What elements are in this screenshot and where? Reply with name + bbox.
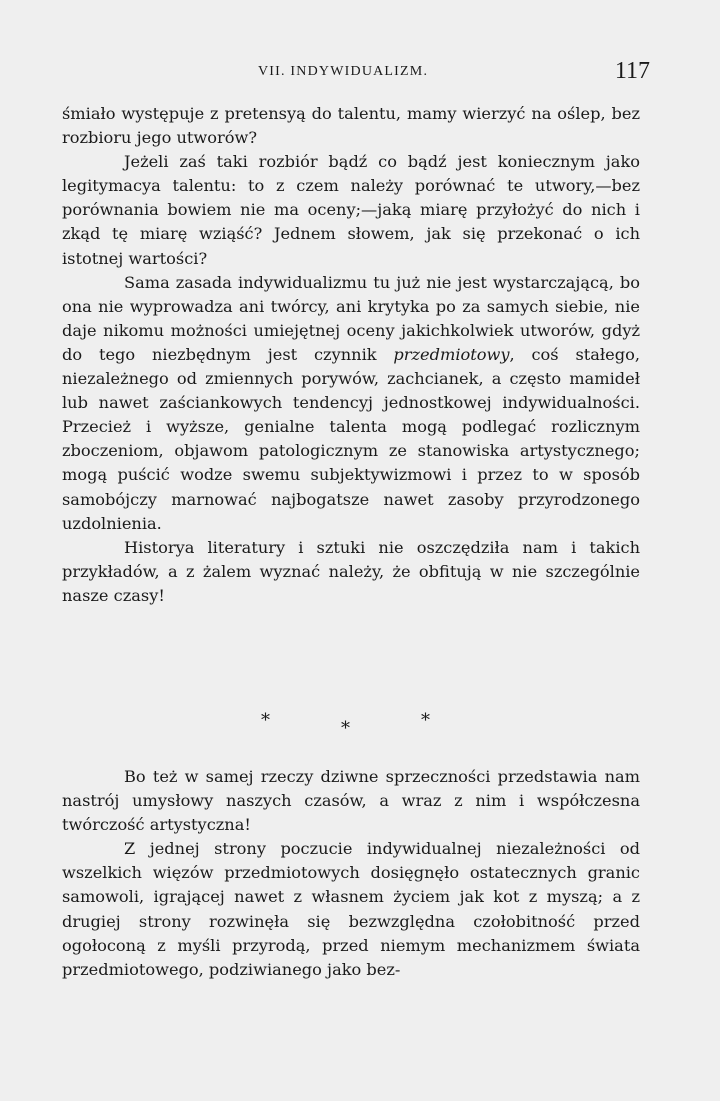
paragraph-history: Historya literatury i sztuki nie oszczędziła nam i takich przykładów, a z żalem wyznać należy, że obfitują w nie szczególnie nasze czasy! [62,537,640,605]
paragraph-individualism-part2: , coś stałego, niezależnego od zmiennych porywów, zachcianek, a często mamideł lub nawet zaściankowych tendencyj jednostkowej indywidualności. Przecież i wyższe, genialne talenta mogą podlegać rozlicznym zboczeniom, objawom patologicznym ze stanowiska artystycznego; mogą puścić wodze swemu subjektywizmowi i przez to w sposób samobójczy marnować najbogatsze nawet zasoby przyrodzonego uzdolnienia. [62,344,640,533]
section-separator [62,710,640,740]
paragraph-continuation: śmiało występuje z pretensyą do talentu, mamy wierzyć na oślep, bez rozbioru jego utworów? [62,104,640,148]
paragraph-one-side: Z jednej strony poczucie indywidualnej niezależności od wszelkich więzów przedmiotowych dosięgnęło ostatecznych granic samowoli, igrającej nawet z własnem życiem jak kot z myszą; a z drugiej strony rozwinęła się bezwzględna czołobitność przed ogołoconą z myśli przyrodą, przed niemym mechanizmem świata przedmiotowego, podziwianego jako bez- [62,839,640,979]
paragraph-individualism [62,271,640,536]
paragraph-contradictions: Bo też w samej rzeczy dziwne sprzeczności przedstawia nam nastrój umysłowy naszych czasów, a wraz z nim i współczesna twórczość artystyczna! [62,767,640,835]
asterisk-center: * [341,718,350,739]
page-number: 117 [614,58,650,84]
section-two-text [62,765,640,982]
paragraph-individualism-part1: Sama zasada indywidualizmu tu już nie jest wystarczającą, bo ona nie wyprowadza ani twórcy, ani krytyka po za samych siebie, nie daje nikomu możności umiejętnej oceny jakichkolwiek utworów, gdyż do tego niezbędnym jest czynnik [62,272,640,364]
paragraph-question: Jeżeli zaś taki rozbiór bądź co bądź jest koniecznym jako legitymacya talentu: to z czem należy porównać te utwory,—bez porównania bowiem nie ma oceny;—jaką miarę przyłożyć do nich i zkąd tę miarę wziąść? Jednem słowem, jak się przekonać o ich istotnej wartości? [62,152,640,268]
asterisk-left: * [261,710,270,731]
running-head: VII. INDYWIDUALIZM. [258,64,429,79]
page-header [60,58,650,92]
italic-term: przedmiotowy [393,344,510,364]
asterisk-right: * [421,710,430,731]
section-one-text [62,102,640,608]
